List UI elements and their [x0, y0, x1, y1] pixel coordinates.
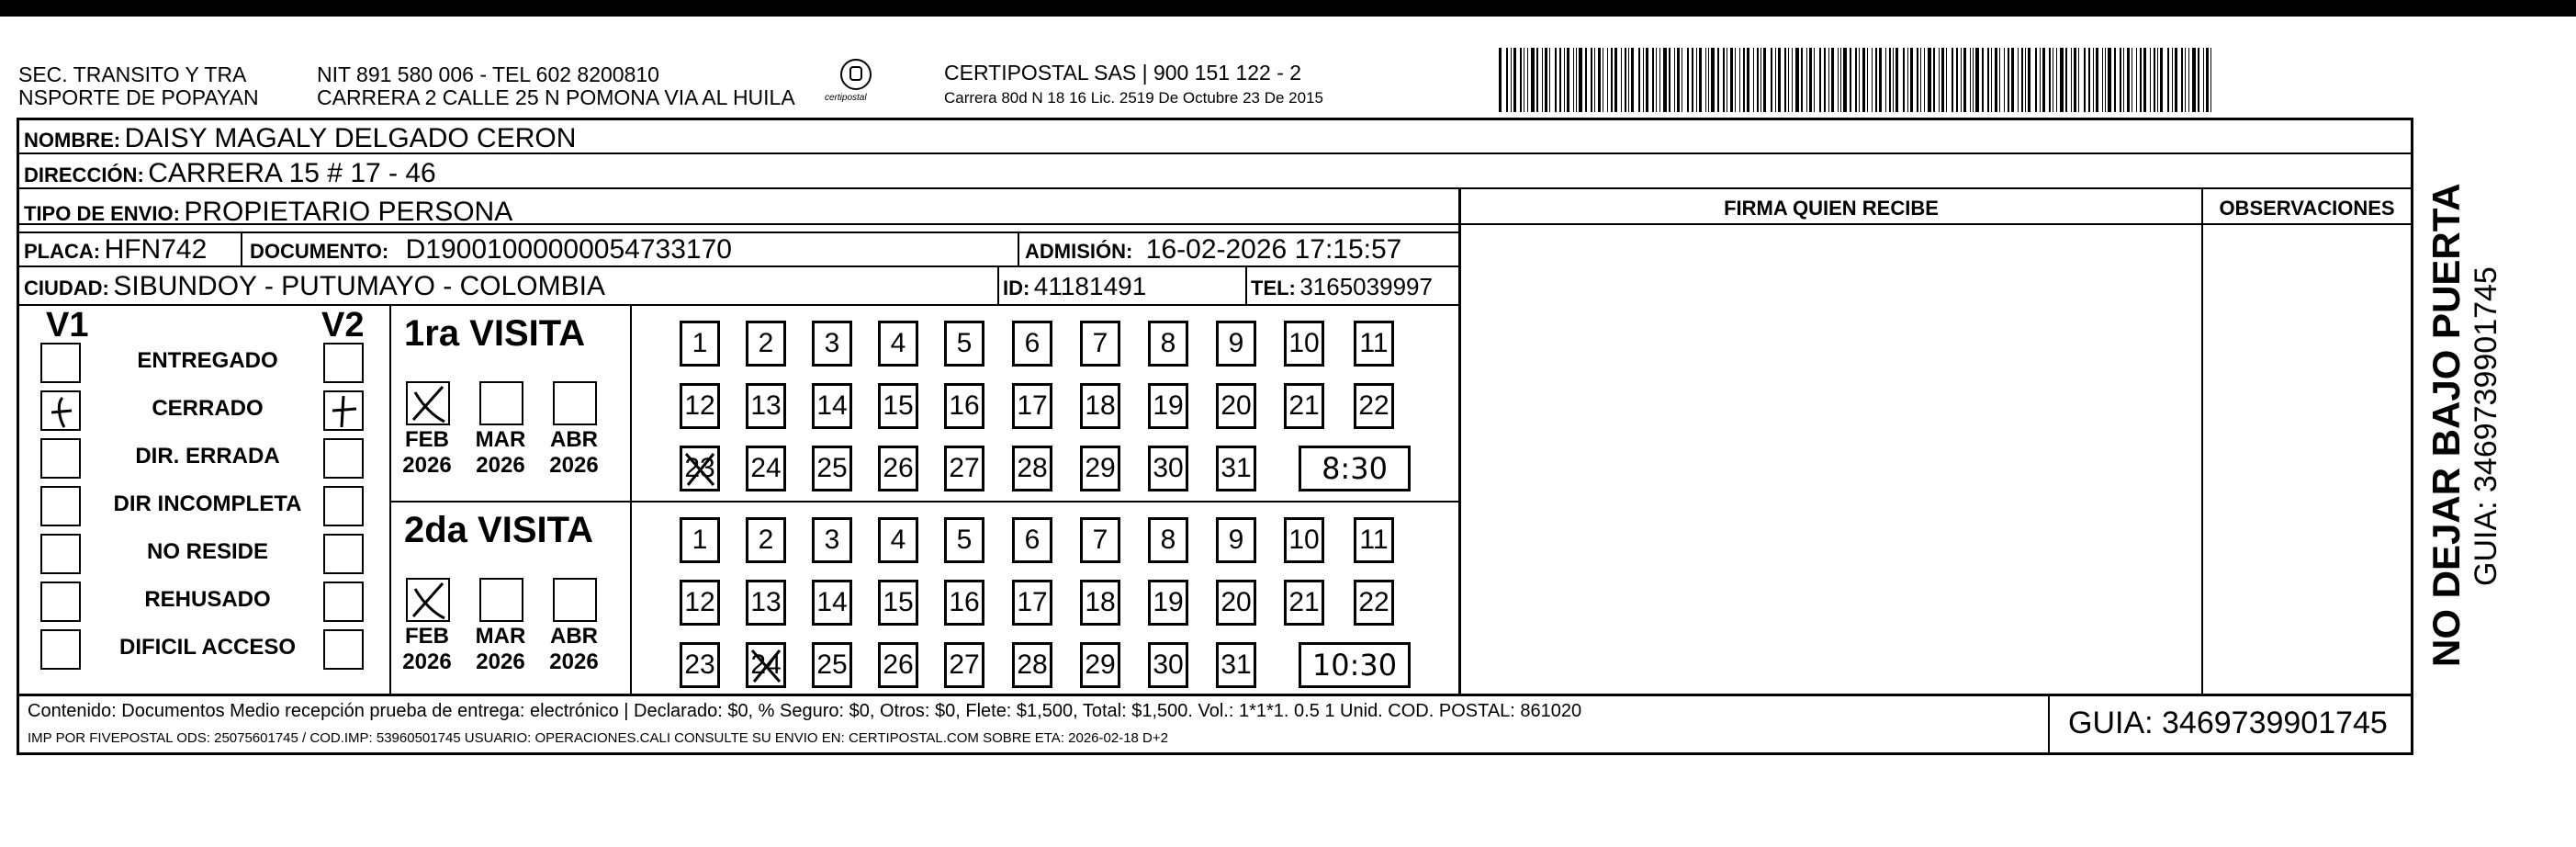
barcode-bar — [1862, 48, 1865, 112]
admission-value: 16-02-2026 17:15:57 — [1145, 234, 1402, 265]
barcode-bar — [1747, 48, 1749, 112]
barcode-bar — [2004, 48, 2005, 112]
barcode-bar — [1559, 48, 1561, 112]
barcode-bar — [2181, 48, 2183, 112]
day-box[interactable]: 8 — [1148, 321, 1188, 367]
day-box[interactable]: 16 — [944, 383, 984, 429]
barcode-bar — [1895, 48, 1898, 112]
barcode-bar — [1531, 48, 1535, 112]
day-box[interactable]: 1 — [680, 321, 720, 367]
barcode-bar — [1536, 48, 1538, 112]
print-info-line: IMP POR FIVEPOSTAL ODS: 25075601745 / COD.IMP: 53960501745 USUARIO: OPERACIONES.CALI CONSULTE SU ENVIO EN: CERTIPOSTAL.COM SOBRE ETA: 2026-02-18 D+2 — [28, 730, 1168, 746]
city-value: SIBUNDOY - PUTUMAYO - COLOMBIA — [113, 271, 605, 301]
v1-checkbox[interactable] — [40, 486, 81, 526]
barcode-bar — [1598, 48, 1601, 112]
day-box[interactable]: 6 — [1012, 517, 1052, 563]
day-box[interactable]: 13 — [746, 580, 786, 626]
day-box[interactable]: 14 — [812, 383, 852, 429]
side-guide: GUIA: 3469739901745 — [2469, 266, 2503, 586]
day-box[interactable]: 30 — [1148, 446, 1188, 491]
barcode-bar — [2172, 48, 2173, 112]
day-box[interactable]: 23 — [680, 446, 720, 491]
barcode-bar — [1809, 48, 1812, 112]
day-box[interactable]: 17 — [1012, 383, 1052, 429]
barcode-bar — [1743, 48, 1745, 112]
day-box[interactable]: 28 — [1012, 446, 1052, 491]
barcode-bar — [2040, 48, 2041, 112]
barcode-bar — [1643, 48, 1644, 112]
barcode-bar — [1763, 48, 1766, 112]
barcode-bar — [1999, 48, 2000, 112]
barcode-bar — [1674, 48, 1675, 112]
barcode-bar — [2175, 48, 2177, 112]
month-checkbox[interactable] — [406, 578, 450, 622]
v1-label: V1 — [46, 306, 89, 344]
day-box[interactable]: 12 — [680, 383, 720, 429]
barcode-bar — [1564, 48, 1565, 112]
day-box[interactable]: 31 — [1216, 446, 1256, 491]
barcode-bar — [1879, 48, 1882, 112]
month-label: FEB 2026 — [402, 624, 452, 674]
month-label: MAR 2026 — [475, 624, 526, 674]
barcode-bar — [1946, 48, 1947, 112]
v1-checkbox[interactable] — [40, 390, 81, 431]
barcode-bar — [1867, 48, 1868, 112]
barcode-bar — [1579, 48, 1582, 112]
barcode-bar — [1735, 48, 1736, 112]
barcode-bar — [1939, 48, 1940, 112]
v2-checkbox[interactable] — [323, 438, 364, 479]
barcode-bar — [1775, 48, 1776, 112]
barcode — [1499, 48, 2226, 112]
barcode-bar — [1739, 48, 1740, 112]
barcode-bar — [1838, 48, 1839, 112]
barcode-bar — [2049, 48, 2051, 112]
barcode-bar — [1656, 48, 1657, 112]
observations-area[interactable] — [2204, 226, 2410, 693]
day-box[interactable]: 14 — [812, 580, 852, 626]
barcode-bar — [1614, 48, 1617, 112]
barcode-bar — [2071, 48, 2072, 112]
barcode-bar — [1527, 48, 1528, 112]
day-box[interactable]: 19 — [1148, 383, 1188, 429]
barcode-bar — [1928, 48, 1931, 112]
barcode-bar — [1669, 48, 1670, 112]
day-box[interactable]: 12 — [680, 580, 720, 626]
barcode-bar — [2210, 48, 2211, 112]
barcode-bar — [1970, 48, 1971, 112]
barcode-bar — [2035, 48, 2037, 112]
courier-license: Carrera 80d N 18 16 Lic. 2519 De Octubre 23 De 2015 — [944, 89, 1323, 107]
barcode-bar — [2192, 48, 2196, 112]
barcode-bar — [1677, 48, 1680, 112]
barcode-bar — [1708, 48, 1709, 112]
barcode-bar — [1995, 48, 1997, 112]
barcode-bar — [1872, 48, 1873, 112]
day-box[interactable]: 21 — [1284, 580, 1324, 626]
barcode-bar — [2185, 48, 2186, 112]
barcode-bar — [1723, 48, 1725, 112]
barcode-bar — [2028, 48, 2030, 112]
month-label: FEB 2026 — [402, 427, 452, 478]
barcode-bar — [2088, 48, 2090, 112]
v2-label: V2 — [321, 306, 365, 344]
month-label: ABR 2026 — [549, 427, 599, 478]
barcode-bar — [1687, 48, 1689, 112]
barcode-bar — [1663, 48, 1667, 112]
day-box[interactable]: 24 — [746, 642, 786, 688]
barcode-bar — [1814, 48, 1815, 112]
day-box[interactable]: 4 — [878, 517, 918, 563]
tel-label: TEL: — [1251, 277, 1296, 299]
day-box[interactable]: 25 — [812, 642, 852, 688]
day-box[interactable]: 4 — [878, 321, 918, 367]
day-box[interactable]: 1 — [680, 517, 720, 563]
no-under-door-warning: NO DEJAR BAJO PUERTA — [2424, 183, 2468, 667]
barcode-bar — [1910, 48, 1913, 112]
month-checkbox[interactable] — [553, 381, 597, 425]
barcode-bar — [1792, 48, 1793, 112]
top-black-bar — [0, 0, 2576, 17]
day-box[interactable]: 24 — [746, 446, 786, 491]
v2-checkbox[interactable] — [323, 343, 364, 383]
barcode-bar — [1941, 48, 1944, 112]
second-visit-title: 2da VISITA — [404, 510, 593, 550]
barcode-bar — [2025, 48, 2026, 112]
barcode-bar — [2011, 48, 2014, 112]
barcode-bar — [1585, 48, 1587, 112]
barcode-bar — [2074, 48, 2076, 112]
barcode-bar — [1638, 48, 1640, 112]
day-box[interactable]: 13 — [746, 383, 786, 429]
id-value: 41181491 — [1033, 272, 1147, 300]
barcode-bar — [1840, 48, 1841, 112]
day-box[interactable]: 29 — [1080, 642, 1120, 688]
day-box[interactable]: 10 — [1284, 321, 1324, 367]
barcode-bar — [1573, 48, 1574, 112]
sender-address: CARRERA 2 CALLE 25 N POMONA VIA AL HUILA — [317, 85, 795, 109]
barcode-bar — [1555, 48, 1557, 112]
barcode-bar — [1778, 48, 1781, 112]
day-box[interactable]: 7 — [1080, 321, 1120, 367]
day-box[interactable]: 30 — [1148, 642, 1188, 688]
day-box[interactable]: 10 — [1284, 517, 1324, 563]
barcode-bar — [1607, 48, 1608, 112]
barcode-bar — [1628, 48, 1629, 112]
barcode-bar — [1646, 48, 1648, 112]
barcode-bar — [1511, 48, 1512, 112]
barcode-bar — [2008, 48, 2009, 112]
city-label: CIUDAD: — [24, 277, 109, 299]
day-box[interactable]: 23 — [680, 642, 720, 688]
day-box[interactable]: 27 — [944, 446, 984, 491]
barcode-bar — [1806, 48, 1807, 112]
barcode-bar — [1924, 48, 1925, 112]
logo-text: certipostal — [825, 93, 867, 103]
day-box[interactable]: 3 — [812, 321, 852, 367]
visit-time-box[interactable]: 8:30 — [1299, 446, 1411, 491]
v1-checkbox[interactable] — [40, 534, 81, 574]
barcode-bar — [1795, 48, 1799, 112]
barcode-bar — [1757, 48, 1759, 112]
barcode-bar — [1549, 48, 1550, 112]
barcode-bar — [2154, 48, 2155, 112]
courier-name: CERTIPOSTAL SAS | 900 151 122 - 2 — [944, 61, 1302, 85]
name-label: NOMBRE: — [24, 129, 121, 152]
barcode-bar — [1520, 48, 1522, 112]
status-option-label: REHUSADO — [144, 587, 271, 612]
day-box[interactable]: 5 — [944, 517, 984, 563]
status-option-label: DIR INCOMPLETA — [113, 491, 302, 516]
observations-header: OBSERVACIONES — [2219, 197, 2395, 220]
day-box[interactable]: 25 — [812, 446, 852, 491]
id-label: ID: — [1003, 277, 1030, 299]
barcode-bar — [2167, 48, 2169, 112]
barcode-bar — [1889, 48, 1891, 112]
v1-checkbox[interactable] — [40, 629, 81, 670]
address-label: DIRECCIÓN: — [24, 164, 144, 186]
barcode-bar — [1705, 48, 1706, 112]
barcode-bar — [1784, 48, 1786, 112]
day-box[interactable]: 17 — [1012, 580, 1052, 626]
barcode-bar — [1576, 48, 1577, 112]
day-box[interactable]: 31 — [1216, 642, 1256, 688]
day-box[interactable]: 5 — [944, 321, 984, 367]
barcode-bar — [1611, 48, 1613, 112]
v1-checkbox[interactable] — [40, 438, 81, 479]
first-visit-title: 1ra VISITA — [404, 313, 586, 354]
day-box[interactable]: 3 — [812, 517, 852, 563]
barcode-bar — [1711, 48, 1715, 112]
barcode-bar — [1875, 48, 1877, 112]
month-label: ABR 2026 — [549, 624, 599, 674]
barcode-bar — [1991, 48, 1992, 112]
barcode-bar — [2143, 48, 2146, 112]
barcode-bar — [1699, 48, 1702, 112]
barcode-bar — [1843, 48, 1847, 112]
barcode-bar — [1973, 48, 1974, 112]
barcode-bar — [2065, 48, 2067, 112]
barcode-bar — [1855, 48, 1857, 112]
type-label: TIPO DE ENVIO: — [24, 202, 180, 225]
signature-header: FIRMA QUIEN RECIBE — [1724, 197, 1939, 220]
v2-checkbox[interactable] — [323, 629, 364, 670]
barcode-bar — [1828, 48, 1829, 112]
v2-checkbox[interactable] — [323, 534, 364, 574]
status-option-label: CERRADO — [152, 396, 264, 421]
barcode-bar — [2123, 48, 2124, 112]
status-option-label: ENTREGADO — [137, 348, 278, 373]
document-value: D19001000000054733170 — [405, 234, 732, 265]
barcode-bar — [1625, 48, 1626, 112]
day-box[interactable]: 16 — [944, 580, 984, 626]
barcode-bar — [1975, 48, 1979, 112]
day-box[interactable]: 2 — [746, 321, 786, 367]
day-box[interactable]: 28 — [1012, 642, 1052, 688]
type-value: PROPIETARIO PERSONA — [184, 197, 513, 227]
barcode-bar — [1859, 48, 1860, 112]
contents-line: Contenido: Documentos Medio recepción prueba de entrega: electrónico | Declarado: $0, % Seguro: $0, Otros: $0, Flete: $1,500, Total: $1,500. Vol.: 1*1*1. 0.5 1 Unid. COD. POSTAL: 861020 — [28, 701, 1582, 721]
barcode-bar — [1952, 48, 1953, 112]
barcode-bar — [1987, 48, 1989, 112]
barcode-bar — [2096, 48, 2098, 112]
sender-name-line1: SEC. TRANSITO Y TRA — [18, 62, 247, 86]
day-box[interactable]: 21 — [1284, 383, 1324, 429]
month-checkbox[interactable] — [406, 381, 450, 425]
barcode-bar — [1801, 48, 1803, 112]
barcode-bar — [1771, 48, 1772, 112]
barcode-bar — [1850, 48, 1851, 112]
barcode-bar — [2093, 48, 2094, 112]
day-box[interactable]: 26 — [878, 642, 918, 688]
day-box[interactable]: 18 — [1080, 580, 1120, 626]
day-box[interactable]: 20 — [1216, 383, 1256, 429]
footer-guide: GUIA: 3469739901745 — [2068, 706, 2388, 740]
barcode-bar — [1567, 48, 1569, 112]
barcode-bar — [1982, 48, 1984, 112]
status-option-label: NO RESIDE — [146, 539, 269, 564]
address-value: CARRERA 15 # 17 - 46 — [148, 158, 436, 188]
day-box[interactable]: 22 — [1354, 580, 1394, 626]
v1-checkbox[interactable] — [40, 343, 81, 383]
status-option-label: DIR. ERRADA — [135, 444, 280, 469]
plate-label: PLACA: — [24, 240, 101, 263]
sender-name-line2: NSPORTE DE POPAYAN — [18, 85, 259, 109]
barcode-bar — [1885, 48, 1886, 112]
barcode-bar — [1824, 48, 1826, 112]
barcode-bar — [2136, 48, 2137, 112]
document-label: DOCUMENTO: — [250, 240, 389, 263]
day-box[interactable]: 15 — [878, 383, 918, 429]
day-box[interactable]: 27 — [944, 642, 984, 688]
day-box[interactable]: 2 — [746, 517, 786, 563]
barcode-bar — [1903, 48, 1905, 112]
v2-checkbox[interactable] — [323, 582, 364, 622]
barcode-bar — [1961, 48, 1962, 112]
day-box[interactable]: 9 — [1216, 517, 1256, 563]
barcode-bar — [2021, 48, 2023, 112]
barcode-bar — [2203, 48, 2204, 112]
barcode-bar — [2105, 48, 2106, 112]
barcode-bar — [1893, 48, 1894, 112]
barcode-bar — [1788, 48, 1789, 112]
day-box[interactable]: 9 — [1216, 321, 1256, 367]
barcode-bar — [1920, 48, 1921, 112]
month-checkbox[interactable] — [553, 578, 597, 622]
barcode-bar — [1717, 48, 1719, 112]
day-box[interactable]: 22 — [1354, 383, 1394, 429]
day-box[interactable]: 18 — [1080, 383, 1120, 429]
barcode-bar — [2150, 48, 2151, 112]
day-box[interactable]: 6 — [1012, 321, 1052, 367]
month-checkbox[interactable] — [479, 578, 523, 622]
day-box[interactable]: 11 — [1354, 321, 1394, 367]
barcode-bar — [2157, 48, 2158, 112]
certipostal-logo-icon — [840, 59, 872, 90]
barcode-bar — [1594, 48, 1595, 112]
day-box[interactable]: 8 — [1148, 517, 1188, 563]
barcode-bar — [1513, 48, 1516, 112]
barcode-bar — [1730, 48, 1733, 112]
barcode-bar — [1831, 48, 1834, 112]
barcode-bar — [2160, 48, 2163, 112]
barcode-bar — [1692, 48, 1693, 112]
barcode-bar — [1506, 48, 1508, 112]
barcode-bar — [1545, 48, 1547, 112]
barcode-bar — [2206, 48, 2209, 112]
month-label: MAR 2026 — [475, 427, 526, 478]
barcode-bar — [1933, 48, 1935, 112]
barcode-bar — [1696, 48, 1697, 112]
month-checkbox[interactable] — [479, 381, 523, 425]
day-box[interactable]: 15 — [878, 580, 918, 626]
barcode-bar — [2042, 48, 2045, 112]
barcode-bar — [2140, 48, 2142, 112]
barcode-bar — [1963, 48, 1966, 112]
barcode-bar — [1652, 48, 1654, 112]
plate-value: HFN742 — [104, 234, 208, 265]
barcode-bar — [2060, 48, 2064, 112]
barcode-bar — [1760, 48, 1761, 112]
barcode-bar — [1956, 48, 1958, 112]
day-box[interactable]: 20 — [1216, 580, 1256, 626]
barcode-bar — [2114, 48, 2116, 112]
barcode-bar — [2018, 48, 2019, 112]
barcode-bar — [2102, 48, 2103, 112]
v2-checkbox[interactable] — [323, 390, 364, 431]
signature-area[interactable] — [1460, 226, 2200, 693]
barcode-bar — [1819, 48, 1821, 112]
v2-checkbox[interactable] — [323, 486, 364, 526]
barcode-bar — [1499, 48, 1502, 112]
sender-nit: NIT 891 580 006 - TEL 602 8200810 — [317, 62, 659, 86]
barcode-bar — [2188, 48, 2189, 112]
barcode-bar — [1917, 48, 1918, 112]
barcode-bar — [2120, 48, 2121, 112]
v1-checkbox[interactable] — [40, 582, 81, 622]
day-box[interactable]: 26 — [878, 446, 918, 491]
day-box[interactable]: 11 — [1354, 517, 1394, 563]
barcode-bar — [1542, 48, 1543, 112]
day-box[interactable]: 29 — [1080, 446, 1120, 491]
barcode-bar — [2108, 48, 2111, 112]
barcode-bar — [2084, 48, 2086, 112]
status-option-label: DIFICIL ACCESO — [118, 635, 296, 660]
day-box[interactable]: 19 — [1148, 580, 1188, 626]
admission-label: ADMISIÓN: — [1025, 240, 1133, 263]
barcode-bar — [2078, 48, 2079, 112]
barcode-bar — [1907, 48, 1908, 112]
name-value: DAISY MAGALY DELGADO CERON — [124, 123, 577, 153]
barcode-bar — [1621, 48, 1622, 112]
visit-time-box[interactable]: 10:30 — [1299, 642, 1411, 688]
tel-value: 3165039997 — [1299, 273, 1433, 300]
barcode-bar — [2056, 48, 2057, 112]
barcode-bar — [1631, 48, 1634, 112]
barcode-bar — [1591, 48, 1592, 112]
barcode-bar — [2198, 48, 2199, 112]
barcode-bar — [1659, 48, 1660, 112]
day-box[interactable]: 7 — [1080, 517, 1120, 563]
barcode-bar — [2127, 48, 2130, 112]
barcode-bar — [1753, 48, 1754, 112]
